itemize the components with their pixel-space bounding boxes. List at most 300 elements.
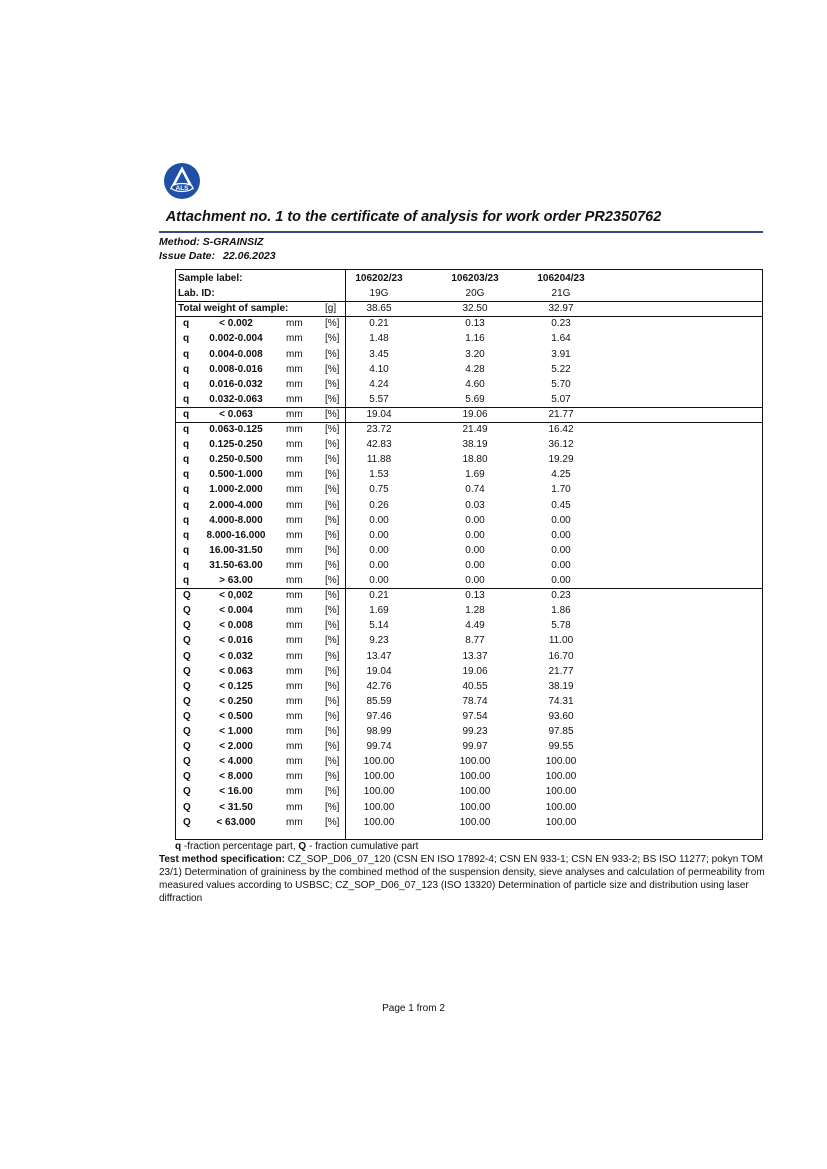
row-mm: mm xyxy=(286,514,303,526)
row-unit: [%] xyxy=(325,650,340,662)
row-mm: mm xyxy=(286,544,303,556)
row-value: 93.60 xyxy=(548,710,574,722)
row-value: 0.00 xyxy=(369,514,389,526)
legend-Q-text: - fraction cumulative part xyxy=(306,841,419,852)
row-range: < 31.50 xyxy=(219,801,253,813)
row-unit: [%] xyxy=(325,424,340,435)
row-mm: mm xyxy=(286,816,303,828)
header-unit: [g] xyxy=(325,303,337,315)
row-value: 99.97 xyxy=(462,741,488,753)
row-value: 78.74 xyxy=(462,695,488,707)
row-value: 100.00 xyxy=(545,786,577,798)
table-row xyxy=(176,709,762,724)
row-symbol: Q xyxy=(183,695,191,707)
spec-label: Test method specification: xyxy=(159,854,285,865)
row-symbol: q xyxy=(183,529,190,541)
row-value: 0.00 xyxy=(465,559,485,571)
row-value: 42.83 xyxy=(366,439,392,451)
row-symbol: q xyxy=(183,454,190,466)
row-unit: [%] xyxy=(325,348,340,360)
legend-Q-symbol: Q xyxy=(298,841,307,852)
row-unit: [%] xyxy=(325,393,340,405)
row-symbol: q xyxy=(183,499,190,511)
row-value: 100.00 xyxy=(363,756,395,768)
row-value: 100.00 xyxy=(545,816,577,828)
issue-date-label: Issue Date: xyxy=(159,250,216,262)
row-value: 9.23 xyxy=(369,635,389,647)
row-value: 5.14 xyxy=(369,620,389,632)
header-value: 21G xyxy=(551,288,571,300)
row-unit: [%] xyxy=(325,469,340,481)
row-unit: [%] xyxy=(325,378,340,390)
row-value: 42.76 xyxy=(366,680,392,692)
row-mm: mm xyxy=(286,469,303,481)
row-value: 0.26 xyxy=(369,499,389,511)
row-symbol: Q xyxy=(183,665,191,677)
row-unit: [%] xyxy=(325,439,340,451)
row-value: 0.00 xyxy=(465,529,485,541)
row-range: < 0.063 xyxy=(219,665,253,677)
row-mm: mm xyxy=(286,454,303,466)
row-value: 11.88 xyxy=(366,454,392,466)
row-value: 0.00 xyxy=(465,544,485,556)
row-unit: [%] xyxy=(325,605,340,617)
table-row xyxy=(176,543,762,558)
row-value: 1.69 xyxy=(465,469,485,481)
row-value: 21.77 xyxy=(548,408,574,420)
row-unit: [%] xyxy=(325,529,340,541)
row-mm: mm xyxy=(286,756,303,768)
row-symbol: q xyxy=(183,333,190,345)
row-unit: [%] xyxy=(325,408,340,420)
header-value: 106202/23 xyxy=(355,273,403,284)
row-unit: [%] xyxy=(325,544,340,556)
row-value: 74.31 xyxy=(548,695,574,707)
row-value: 0.00 xyxy=(551,544,571,556)
row-unit: [%] xyxy=(325,771,340,783)
table-row xyxy=(176,618,762,633)
row-symbol: q xyxy=(183,424,190,435)
legend-q-symbol: q xyxy=(175,841,182,852)
row-value: 0.03 xyxy=(465,499,485,511)
row-symbol: Q xyxy=(183,816,191,828)
row-range: < 0.004 xyxy=(219,605,253,617)
row-range: 0.500-1.000 xyxy=(209,469,263,481)
row-value: 0.13 xyxy=(465,590,485,602)
row-unit: [%] xyxy=(325,801,340,813)
row-value: 4.25 xyxy=(551,469,571,481)
row-range: < 4.000 xyxy=(219,756,253,768)
row-value: 0.00 xyxy=(551,575,571,586)
row-range: 0.063-0.125 xyxy=(209,424,263,435)
row-mm: mm xyxy=(286,665,303,677)
row-mm: mm xyxy=(286,771,303,783)
row-mm: mm xyxy=(286,726,303,737)
issue-date xyxy=(159,250,276,262)
row-range: 0.250-0.500 xyxy=(209,454,263,466)
row-value: 100.00 xyxy=(545,771,577,783)
test-method-spec xyxy=(159,853,769,905)
spec-text: CZ_SOP_D06_07_120 (CSN EN ISO 17892-4; CSN EN 933-1; CSN EN 933-2; BS ISO 11277; pokyn TOM 23/1) Determination of graininess by the combined method of the suspension density, sieve analyses and calculation of permeability from measured values according to USBSC; CZ_SOP_D06_07_123 (ISO 13320) Determination of particle size and distribution using laser diffraction xyxy=(159,854,765,904)
row-symbol: q xyxy=(183,318,190,330)
table-row xyxy=(176,347,762,362)
row-range: 0.002-0.004 xyxy=(209,333,263,345)
row-value: 85.59 xyxy=(366,695,392,707)
row-range: 31.50-63.00 xyxy=(209,559,263,571)
row-unit: [%] xyxy=(325,499,340,511)
row-range: 16.00-31.50 xyxy=(209,544,263,556)
row-unit: [%] xyxy=(325,559,340,571)
row-mm: mm xyxy=(286,393,303,405)
row-value: 3.91 xyxy=(551,348,571,360)
row-range: < 0.250 xyxy=(219,695,253,707)
row-symbol: q xyxy=(183,378,190,390)
row-value: 0.74 xyxy=(465,484,485,496)
row-symbol: q xyxy=(183,439,190,451)
table-row xyxy=(176,482,762,497)
table-row xyxy=(176,422,762,437)
row-value: 5.57 xyxy=(369,393,389,405)
table-row xyxy=(176,437,762,452)
row-mm: mm xyxy=(286,484,303,496)
method-label: Method: S-GRAINSIZ xyxy=(159,236,264,248)
table-row xyxy=(176,528,762,543)
row-mm: mm xyxy=(286,590,303,602)
row-range: 4.000-8.000 xyxy=(209,514,263,526)
row-unit: [%] xyxy=(325,514,340,526)
row-symbol: q xyxy=(183,348,190,360)
row-value: 99.74 xyxy=(366,741,392,753)
row-symbol: q xyxy=(183,559,190,571)
row-range: < 16.00 xyxy=(219,786,253,798)
row-mm: mm xyxy=(286,801,303,813)
row-range: < 2.000 xyxy=(219,741,253,753)
row-value: 4.49 xyxy=(465,620,485,632)
row-range: < 0.125 xyxy=(219,680,253,692)
row-range: < 0.500 xyxy=(219,710,253,722)
row-mm: mm xyxy=(286,680,303,692)
row-symbol: Q xyxy=(183,650,191,662)
logo-text: ALS xyxy=(175,184,189,192)
row-mm: mm xyxy=(286,333,303,345)
row-unit: [%] xyxy=(325,333,340,345)
issue-date-value: 22.06.2023 xyxy=(223,250,276,262)
row-range: 8.000-16.000 xyxy=(206,529,266,541)
header-value: 106204/23 xyxy=(537,273,585,284)
row-value: 4.28 xyxy=(465,363,485,375)
row-symbol: Q xyxy=(183,605,191,617)
row-range: < 0.032 xyxy=(219,650,253,662)
row-value: 19.04 xyxy=(366,408,392,420)
table-row xyxy=(176,362,762,377)
row-value: 4.10 xyxy=(369,363,389,375)
header-value: 32.97 xyxy=(548,303,574,315)
row-range: < 1.000 xyxy=(219,726,253,737)
row-value: 36.12 xyxy=(548,439,574,451)
row-value: 100.00 xyxy=(459,786,491,798)
row-symbol: Q xyxy=(183,786,191,798)
row-value: 0.00 xyxy=(369,559,389,571)
row-value: 1.53 xyxy=(369,469,389,481)
row-symbol: Q xyxy=(183,741,191,753)
table-row xyxy=(176,815,762,830)
row-value: 0.00 xyxy=(465,514,485,526)
row-mm: mm xyxy=(286,635,303,647)
row-value: 100.00 xyxy=(545,756,577,768)
table-row xyxy=(176,558,762,573)
row-value: 0.00 xyxy=(369,575,389,586)
row-symbol: Q xyxy=(183,710,191,722)
row-symbol: Q xyxy=(183,680,191,692)
row-value: 8.77 xyxy=(465,635,485,647)
row-mm: mm xyxy=(286,439,303,451)
row-value: 1.86 xyxy=(551,605,571,617)
title-rule xyxy=(159,231,763,233)
table-row xyxy=(176,739,762,754)
row-value: 100.00 xyxy=(459,816,491,828)
row-mm: mm xyxy=(286,559,303,571)
table-row xyxy=(176,588,762,603)
header-value: 106203/23 xyxy=(451,273,499,284)
row-value: 4.24 xyxy=(369,378,389,390)
row-value: 1.69 xyxy=(369,605,389,617)
table-header-row xyxy=(176,286,762,301)
header-value: 38.65 xyxy=(366,303,392,315)
row-symbol: Q xyxy=(183,726,191,737)
row-value: 98.99 xyxy=(366,726,392,737)
table-row xyxy=(176,513,762,528)
row-value: 0.00 xyxy=(551,514,571,526)
als-logo xyxy=(164,163,200,199)
table-row xyxy=(176,633,762,648)
row-symbol: q xyxy=(183,363,190,375)
row-unit: [%] xyxy=(325,454,340,466)
row-value: 4.60 xyxy=(465,378,485,390)
row-range: < 0.002 xyxy=(219,318,253,330)
legend-q-text: -fraction percentage part, xyxy=(181,841,296,852)
row-range: 0.125-0.250 xyxy=(209,439,263,451)
table-row xyxy=(176,664,762,679)
results-table xyxy=(175,269,763,840)
table-row xyxy=(176,392,762,407)
row-value: 5.07 xyxy=(551,393,571,405)
row-range: < 0.008 xyxy=(219,620,253,632)
row-value: 13.47 xyxy=(366,650,392,662)
table-row xyxy=(176,316,762,331)
row-value: 5.22 xyxy=(551,363,571,375)
row-unit: [%] xyxy=(325,363,340,375)
row-symbol: q xyxy=(183,575,190,586)
row-range: 0.004-0.008 xyxy=(209,348,263,360)
row-value: 0.75 xyxy=(369,484,389,496)
row-value: 19.06 xyxy=(462,665,488,677)
row-value: 100.00 xyxy=(459,771,491,783)
row-mm: mm xyxy=(286,741,303,753)
row-value: 1.28 xyxy=(465,605,485,617)
page-title: Attachment no. 1 to the certificate of analysis for work order PR2350762 xyxy=(165,209,662,225)
table-row xyxy=(176,800,762,815)
row-value: 19.06 xyxy=(462,408,488,420)
row-value: 0.00 xyxy=(465,575,485,586)
row-range: < 0.016 xyxy=(219,635,253,647)
legend-note xyxy=(175,841,418,852)
row-value: 97.85 xyxy=(548,726,574,737)
row-value: 0.00 xyxy=(551,559,571,571)
row-mm: mm xyxy=(286,695,303,707)
row-mm: mm xyxy=(286,710,303,722)
row-value: 5.69 xyxy=(465,393,485,405)
row-range: 1.000-2.000 xyxy=(209,484,263,496)
header-label: Total weight of sample: xyxy=(178,303,289,315)
row-range: 0.008-0.016 xyxy=(209,363,263,375)
row-symbol: Q xyxy=(183,801,191,813)
row-value: 19.04 xyxy=(366,665,392,677)
row-value: 0.21 xyxy=(369,318,389,330)
row-mm: mm xyxy=(286,318,303,330)
table-row xyxy=(176,331,762,346)
row-range: > 63.00 xyxy=(219,575,253,586)
header-value: 32.50 xyxy=(462,303,488,315)
row-value: 23.72 xyxy=(366,424,392,435)
row-range: < 63.000 xyxy=(216,816,256,828)
row-unit: [%] xyxy=(325,484,340,496)
row-unit: [%] xyxy=(325,318,340,330)
row-value: 1.16 xyxy=(465,333,485,345)
row-unit: [%] xyxy=(325,741,340,753)
table-row xyxy=(176,769,762,784)
row-value: 16.70 xyxy=(548,650,574,662)
row-symbol: q xyxy=(183,484,190,496)
row-unit: [%] xyxy=(325,756,340,768)
row-value: 0.13 xyxy=(465,318,485,330)
row-value: 0.21 xyxy=(369,590,389,602)
header-value: 19G xyxy=(369,288,389,300)
table-row xyxy=(176,452,762,467)
header-value: 20G xyxy=(465,288,485,300)
table-row xyxy=(176,724,762,739)
table-header-row xyxy=(176,301,762,316)
table-row xyxy=(176,603,762,618)
table-row xyxy=(176,377,762,392)
table-row xyxy=(176,573,762,588)
table-row xyxy=(176,754,762,769)
row-value: 21.49 xyxy=(462,424,488,435)
row-value: 3.45 xyxy=(369,348,389,360)
row-range: 0.032-0.063 xyxy=(209,393,263,405)
row-mm: mm xyxy=(286,424,303,435)
row-value: 0.23 xyxy=(551,318,571,330)
row-unit: [%] xyxy=(325,590,340,602)
row-value: 100.00 xyxy=(459,756,491,768)
row-value: 38.19 xyxy=(462,439,488,451)
row-mm: mm xyxy=(286,786,303,798)
row-unit: [%] xyxy=(325,635,340,647)
row-value: 11.00 xyxy=(548,635,574,647)
row-unit: [%] xyxy=(325,680,340,692)
row-value: 99.55 xyxy=(548,741,574,753)
row-value: 5.70 xyxy=(551,378,571,390)
row-value: 21.77 xyxy=(548,665,574,677)
row-value: 5.78 xyxy=(551,620,571,632)
table-row xyxy=(176,679,762,694)
row-value: 97.54 xyxy=(462,710,488,722)
row-mm: mm xyxy=(286,378,303,390)
row-symbol: Q xyxy=(183,756,191,768)
page-number: Page 1 from 2 xyxy=(382,1003,445,1014)
row-unit: [%] xyxy=(325,665,340,677)
row-value: 99.23 xyxy=(462,726,488,737)
row-value: 16.42 xyxy=(548,424,574,435)
row-value: 40.55 xyxy=(462,680,488,692)
row-symbol: q xyxy=(183,408,190,420)
row-unit: [%] xyxy=(325,620,340,632)
row-value: 100.00 xyxy=(363,801,395,813)
table-row xyxy=(176,467,762,482)
row-range: 0.016-0.032 xyxy=(209,378,263,390)
row-mm: mm xyxy=(286,408,303,420)
table-header-row xyxy=(176,271,762,286)
table-row xyxy=(176,498,762,513)
row-symbol: Q xyxy=(183,771,191,783)
row-mm: mm xyxy=(286,575,303,586)
row-value: 18.80 xyxy=(462,454,488,466)
row-value: 1.48 xyxy=(369,333,389,345)
row-value: 100.00 xyxy=(363,816,395,828)
row-symbol: Q xyxy=(183,635,191,647)
row-range: < 0.063 xyxy=(219,408,253,420)
row-value: 0.45 xyxy=(551,499,571,511)
row-value: 13.37 xyxy=(462,650,488,662)
row-unit: [%] xyxy=(325,575,340,586)
row-value: 38.19 xyxy=(548,680,574,692)
row-value: 1.64 xyxy=(551,333,571,345)
table-row xyxy=(176,407,762,422)
row-value: 100.00 xyxy=(459,801,491,813)
row-mm: mm xyxy=(286,620,303,632)
row-value: 19.29 xyxy=(548,454,574,466)
row-value: 100.00 xyxy=(363,771,395,783)
row-value: 0.00 xyxy=(369,544,389,556)
table-row xyxy=(176,649,762,664)
row-value: 100.00 xyxy=(545,801,577,813)
row-symbol: Q xyxy=(183,590,191,602)
row-unit: [%] xyxy=(325,816,340,828)
row-symbol: q xyxy=(183,393,190,405)
row-mm: mm xyxy=(286,499,303,511)
row-mm: mm xyxy=(286,363,303,375)
table-row xyxy=(176,694,762,709)
row-value: 3.20 xyxy=(465,348,485,360)
row-mm: mm xyxy=(286,348,303,360)
row-value: 100.00 xyxy=(363,786,395,798)
header-label: Sample label: xyxy=(178,273,243,284)
row-value: 0.00 xyxy=(369,529,389,541)
row-mm: mm xyxy=(286,650,303,662)
row-symbol: q xyxy=(183,469,190,481)
row-symbol: q xyxy=(183,514,190,526)
row-value: 0.00 xyxy=(551,529,571,541)
row-range: < 0,002 xyxy=(219,590,253,602)
header-label: Lab. ID: xyxy=(178,288,215,300)
row-symbol: q xyxy=(183,544,190,556)
row-unit: [%] xyxy=(325,786,340,798)
row-value: 0.23 xyxy=(551,590,571,602)
row-unit: [%] xyxy=(325,695,340,707)
row-mm: mm xyxy=(286,605,303,617)
row-value: 97.46 xyxy=(366,710,392,722)
row-range: < 8.000 xyxy=(219,771,253,783)
row-unit: [%] xyxy=(325,726,340,737)
